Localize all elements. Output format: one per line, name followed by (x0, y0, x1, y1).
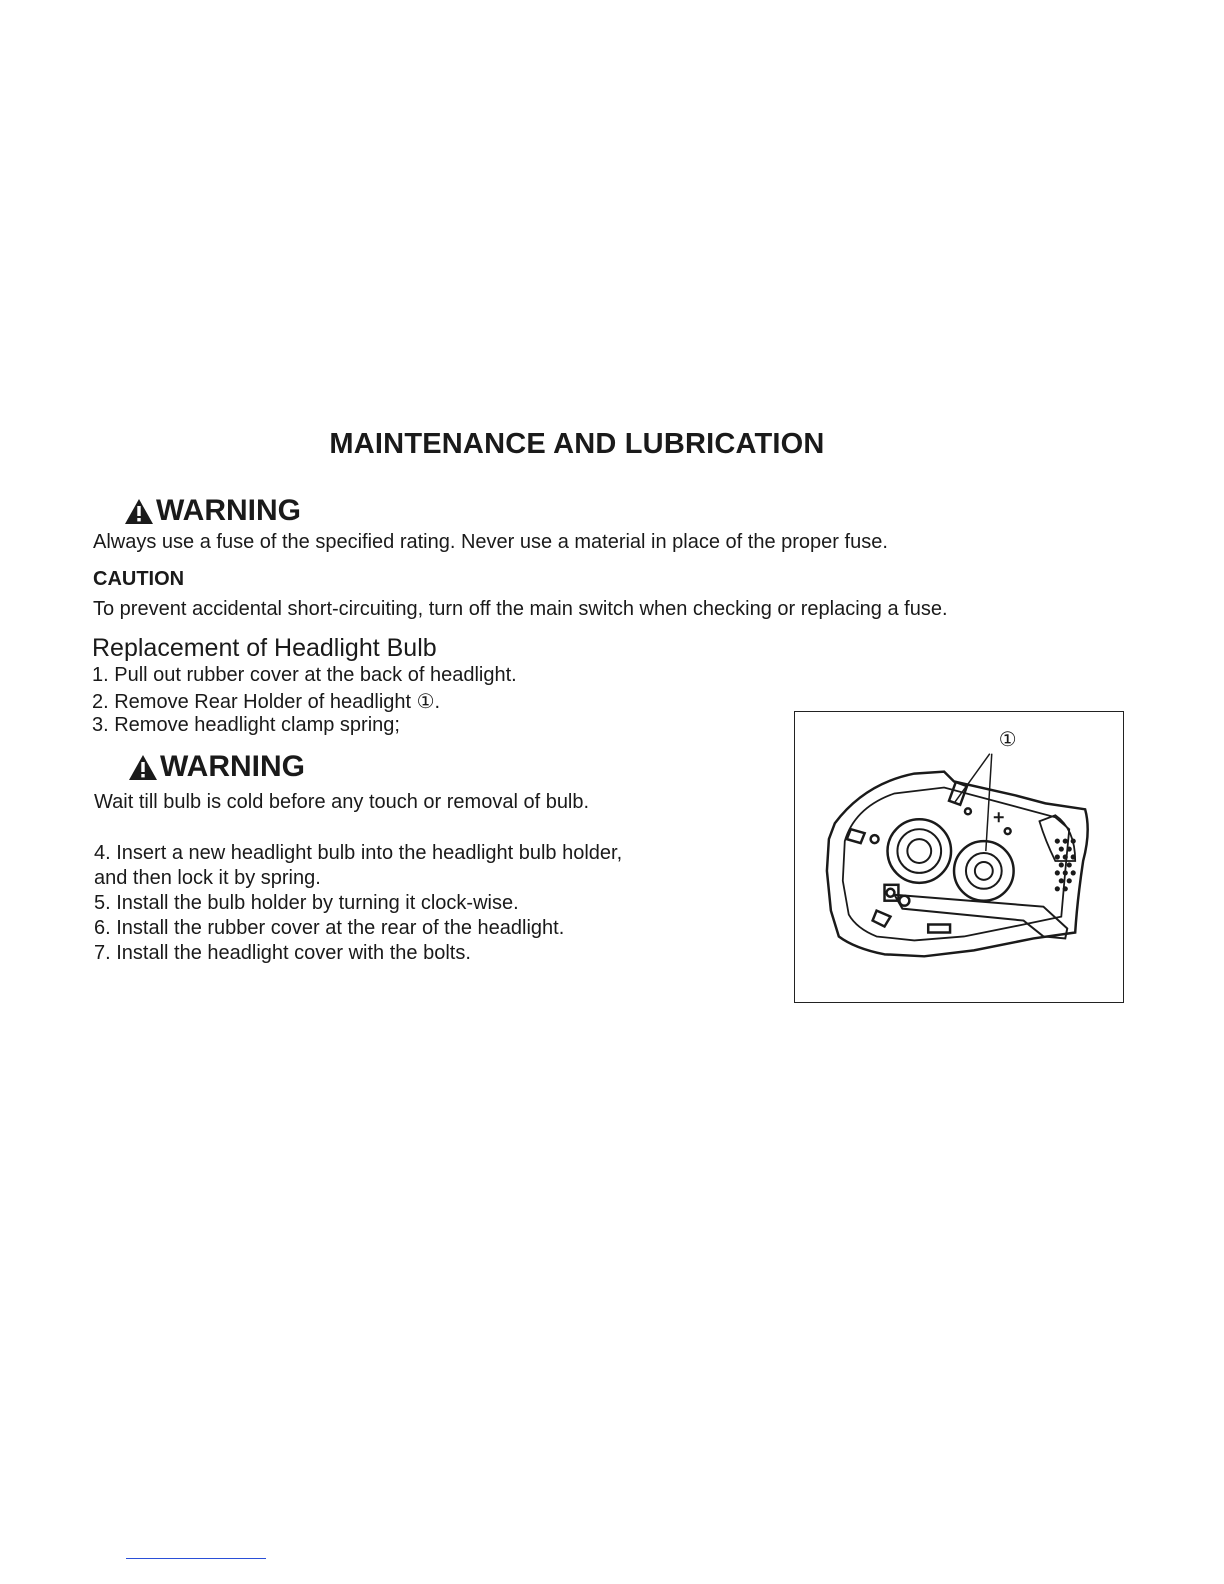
step-6: 6. Install the rubber cover at the rear of the headlight. (94, 917, 565, 939)
headlight-figure (794, 711, 1124, 1003)
page-title: MAINTENANCE AND LUBRICATION (329, 428, 825, 460)
step-4-continued: and then lock it by spring. (94, 867, 321, 889)
warning-heading (124, 494, 301, 528)
housing-side-panel (1039, 815, 1075, 861)
warning-triangle-icon (128, 754, 158, 781)
cross-mark-icon (994, 812, 1004, 822)
section-heading: Replacement of Headlight Bulb (92, 634, 437, 662)
warning-triangle-icon (124, 498, 154, 525)
callout-label: ① (998, 727, 1017, 751)
warning-heading-2 (128, 750, 305, 784)
caution-text: To prevent accidental short-circuiting, turn off the main switch when checking or replacing a fuse. (93, 598, 948, 620)
step-2: 2. Remove Rear Holder of headlight ①. (92, 691, 441, 713)
caution-heading: CAUTION (93, 568, 185, 590)
step-3: 3. Remove headlight clamp spring; (92, 714, 400, 736)
footer-rule (126, 1558, 266, 1559)
step-4: 4. Insert a new headlight bulb into the headlight bulb holder, (94, 842, 623, 864)
callout-leader-right (986, 754, 992, 851)
step-7: 7. Install the headlight cover with the bolts. (94, 942, 471, 964)
headlight-assembly-illustration (795, 712, 1123, 1002)
warning-heading-2-label: WARNING (160, 750, 305, 783)
step-5: 5. Install the bulb holder by turning it clock-wise. (94, 892, 519, 914)
warning-text: Always use a fuse of the specified rating. Never use a material in place of the proper fuse. (93, 531, 888, 553)
warning-heading-label: WARNING (156, 494, 301, 527)
callout-leader-left (954, 754, 990, 804)
warning-text-2: Wait till bulb is cold before any touch or removal of bulb. (94, 791, 590, 813)
step-1: 1. Pull out rubber cover at the back of headlight. (92, 664, 517, 686)
